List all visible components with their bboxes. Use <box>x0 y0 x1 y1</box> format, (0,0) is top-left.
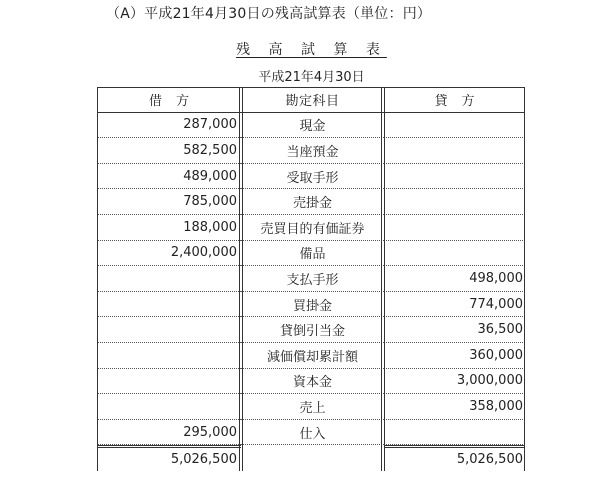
table-row <box>97 138 525 164</box>
table-header-row <box>97 87 525 113</box>
credit-cell <box>384 241 525 267</box>
table-body <box>97 113 525 446</box>
trial-balance-table <box>97 87 525 471</box>
credit-cell: 36,500 <box>384 317 525 343</box>
table-row <box>97 317 525 343</box>
account-cell: 資本金 <box>241 369 384 395</box>
debit-cell: 582,500 <box>97 138 241 164</box>
account-cell: 備品 <box>241 241 384 267</box>
debit-cell: 188,000 <box>97 215 241 241</box>
credit-cell: 358,000 <box>384 394 525 420</box>
account-cell: 減価償却累計額 <box>241 343 384 369</box>
account-cell: 売上 <box>241 394 384 420</box>
credit-cell <box>384 113 525 139</box>
account-cell: 支払手形 <box>241 266 384 292</box>
debit-cell <box>97 317 241 343</box>
account-cell: 貸倒引当金 <box>241 317 384 343</box>
table-frame-top <box>97 87 525 88</box>
credit-cell <box>384 138 525 164</box>
table-frame-left <box>97 87 98 471</box>
document-title-text: 残 高 試 算 表 <box>236 42 387 58</box>
total-credit: 5,026,500 <box>384 445 525 471</box>
table-row <box>97 189 525 215</box>
account-cell: 仕入 <box>241 420 384 446</box>
account-cell: 受取手形 <box>241 164 384 190</box>
table-frame-right <box>524 87 525 471</box>
account-cell: 現金 <box>241 113 384 139</box>
column-divider-right <box>381 87 385 471</box>
debit-cell: 785,000 <box>97 189 241 215</box>
credit-cell <box>384 164 525 190</box>
debit-cell <box>97 266 241 292</box>
credit-cell <box>384 420 525 446</box>
header-credit: 貸方 <box>384 87 525 113</box>
account-cell: 当座預金 <box>241 138 384 164</box>
debit-cell <box>97 394 241 420</box>
table-row <box>97 113 525 139</box>
credit-cell: 774,000 <box>384 292 525 318</box>
debit-cell: 295,000 <box>97 420 241 446</box>
header-account: 勘定科目 <box>241 87 384 113</box>
account-cell: 買掛金 <box>241 292 384 318</box>
column-divider-left <box>239 87 243 471</box>
debit-cell: 2,400,000 <box>97 241 241 267</box>
table-row <box>97 292 525 318</box>
table-row <box>97 369 525 395</box>
account-cell: 売買目的有価証券 <box>241 215 384 241</box>
table-row <box>97 420 525 446</box>
table-row <box>97 343 525 369</box>
debit-cell: 287,000 <box>97 113 241 139</box>
document-title <box>0 39 613 59</box>
debit-cell <box>97 369 241 395</box>
table-row <box>97 241 525 267</box>
table-row <box>97 394 525 420</box>
credit-cell <box>384 189 525 215</box>
debit-cell <box>97 343 241 369</box>
table-total-row <box>97 445 525 471</box>
header-debit: 借方 <box>97 87 241 113</box>
document-caption: （A）平成21年4月30日の残高試算表（単位：円） <box>106 6 432 22</box>
credit-cell: 498,000 <box>384 266 525 292</box>
debit-cell: 489,000 <box>97 164 241 190</box>
credit-cell: 3,000,000 <box>384 369 525 395</box>
table-row <box>97 266 525 292</box>
total-account <box>241 445 384 471</box>
table-row <box>97 215 525 241</box>
table-row <box>97 164 525 190</box>
credit-cell: 360,000 <box>384 343 525 369</box>
credit-cell <box>384 215 525 241</box>
document-date: 平成21年4月30日 <box>258 70 365 85</box>
debit-cell <box>97 292 241 318</box>
total-debit: 5,026,500 <box>97 445 241 471</box>
account-cell: 売掛金 <box>241 189 384 215</box>
